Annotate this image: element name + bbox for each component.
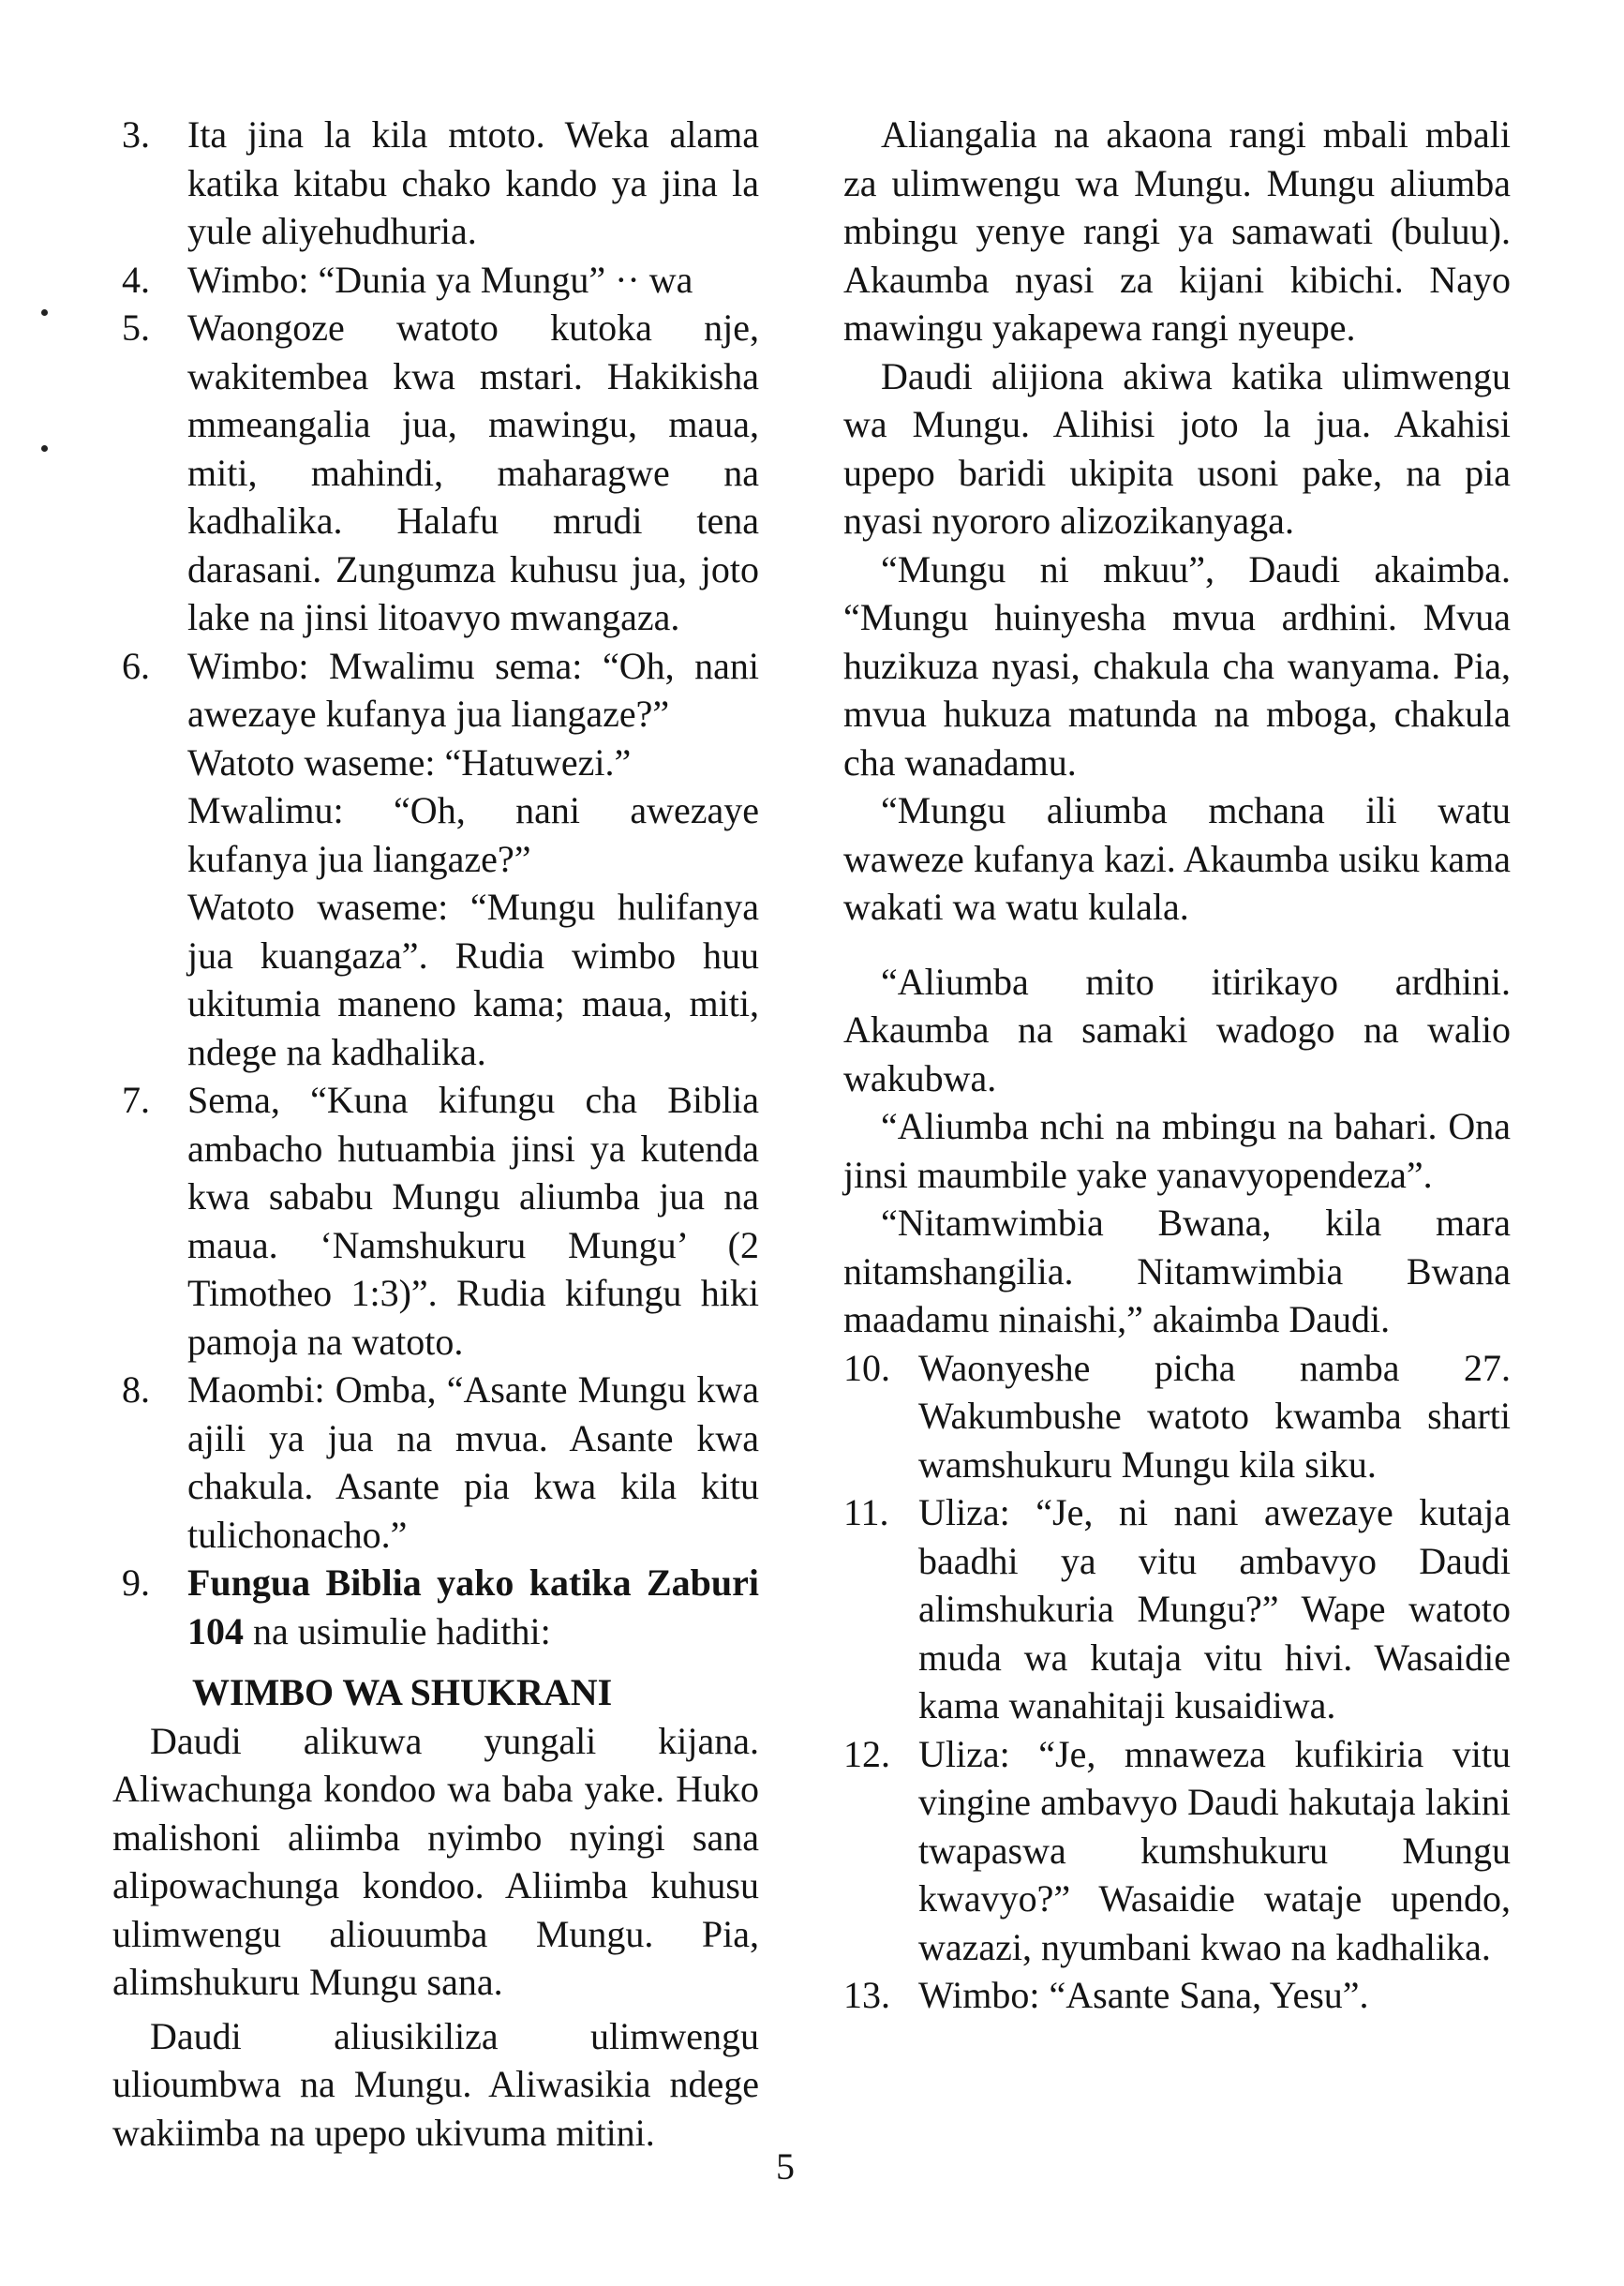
- story-paragraph: Daudi alikuwa yungali kijana. Aliwachunga kondoo wa baba yake. Huko malishoni aliimba nyimbo nyingi sana alipowachunga kondoo. Aliimba kuhusu ulimwengu aliouumba Mungu. Pia, alimshukuru Mungu sana.: [112, 1719, 759, 2003]
- list-item-7: [112, 1076, 759, 1366]
- list-item-9: [112, 1559, 759, 1655]
- item-number: 3.: [122, 113, 150, 156]
- story-paragraph: “Aliumba nchi na mbingu na bahari. Ona jinsi maumbile yake yanavyopendeza”.: [843, 1105, 1511, 1196]
- margin-mark: [41, 445, 48, 452]
- list-item-13: [843, 1971, 1511, 2020]
- song-line-teacher: Mwalimu: “Oh, nani awezaye kufanya jua liangaze?”: [187, 789, 759, 880]
- story-paragraph: “Nitamwimbia Bwana, kila mara nitamshangilia. Nitamwimbia Bwana maadamu ninaishi,” akaimba Daudi.: [843, 1202, 1511, 1340]
- item-text: Wimbo: “Dunia ya Mungu” ·· wa: [187, 258, 693, 301]
- item-text: Uliza: “Je, mnaweza kufikiria vitu vingine ambavyo Daudi hakutaja lakini twapaswa kumshukuru Mungu kwavyo?” Wasaidie wataje upendo, wazazi, nyumbani kwao na kadhalika.: [918, 1732, 1511, 1968]
- item-number: 8.: [122, 1368, 150, 1411]
- list-item-5: [112, 304, 759, 642]
- item-text: Sema, “Kuna kifungu cha Biblia ambacho hutuambia jinsi ya kutenda kwa sababu Mungu aliumba jua na maua. ‘Namshukuru Mungu’ (2 Timotheo 1:3)”. Rudia kifungu hiki pamoja na watoto.: [187, 1079, 759, 1363]
- item-text: Waonyeshe picha namba 27. Wakumbushe watoto kwamba sharti wamshukuru Mungu kila siku.: [918, 1346, 1511, 1486]
- song-line-teacher: Wimbo: Mwalimu sema: “Oh, nani awezaye kufanya jua liangaze?”: [187, 644, 759, 735]
- song-line-children: Watoto waseme: “Hatuwezi.”: [187, 740, 632, 784]
- margin-mark: [41, 309, 48, 316]
- item-text: Uliza: “Je, ni nani awezaye kutaja baadhi ya vitu ambavyo Daudi alimshukuria Mungu?” Wape watoto muda wa kutaja vitu hivi. Wasaidie kama wanahitaji kusaidiwa.: [918, 1491, 1511, 1726]
- story-paragraph: “Mungu ni mkuu”, Daudi akaimba. “Mungu huinyesha mvua ardhini. Mvua huzikuza nyasi, chakula cha wanyama. Pia, mvua hukuza matunda na mboga, chakula cha wanadamu.: [843, 547, 1511, 784]
- item-number: 4.: [122, 258, 150, 301]
- item-text: Ita jina la kila mtoto. Weka alama katika kitabu chako kando ya jina la yule aliyehudhuria.: [187, 113, 759, 252]
- list-item-11: [843, 1488, 1511, 1730]
- story-paragraph: “Mungu aliumba mchana ili watu waweze kufanya kazi. Akaumba usiku kama wakati wa watu kulala.: [843, 789, 1511, 928]
- item-number: 12.: [843, 1732, 890, 1775]
- list-item-8: [112, 1366, 759, 1559]
- item-text: Maombi: Omba, “Asante Mungu kwa ajili ya jua na mvua. Asante kwa chakula. Asante pia kwa kila kitu tulichonacho.”: [187, 1368, 759, 1556]
- item-number: 7.: [122, 1079, 150, 1121]
- item-number: 13.: [843, 1974, 890, 2016]
- list-item-6: [112, 642, 759, 1077]
- story-heading: WIMBO WA SHUKRANI: [192, 1671, 613, 1713]
- item-number: 6.: [122, 644, 150, 687]
- story-paragraph: Daudi alijiona akiwa katika ulimwengu wa Mungu. Alihisi joto la jua. Akahisi upepo baridi ukipita usoni pake, na pia nyasi nyororo alizozikanyaga.: [843, 354, 1511, 542]
- item-text: na usimulie hadithi:: [244, 1609, 551, 1652]
- list-item-4: [112, 256, 759, 305]
- list-item-12: [843, 1730, 1511, 1972]
- item-number: 10.: [843, 1346, 890, 1389]
- page-number: 5: [776, 2145, 795, 2188]
- bible-reference: Fungua Biblia yako katika Zaburi 104: [187, 1561, 759, 1652]
- item-number: 5.: [122, 306, 150, 349]
- left-column: [112, 111, 759, 2157]
- list-item-3: [112, 111, 759, 256]
- story-paragraph: “Aliumba mito itirikayo ardhini. Akaumba na samaki wadogo na walio wakubwa.: [843, 960, 1511, 1099]
- story-paragraph: Aliangalia na akaona rangi mbali mbali za ulimwengu wa Mungu. Mungu aliumba mbingu yenye rangi ya samawati (buluu). Akaumba nyasi za kijani kibichi. Nayo mawingu yakapewa rangi nyeupe.: [843, 113, 1511, 349]
- item-text: Waongoze watoto kutoka nje, wakitembea kwa mstari. Hakikisha mmeangalia jua, mawingu, maua, miti, mahindi, maharagwe na kadhalika. Halafu mrudi tena darasani. Zungumza kuhusu jua, joto lake na jinsi litoavyo mwangaza.: [187, 306, 759, 638]
- item-number: 9.: [122, 1561, 150, 1604]
- item-text: Wimbo: “Asante Sana, Yesu”.: [918, 1974, 1369, 2016]
- item-number: 11.: [843, 1491, 889, 1533]
- list-item-10: [843, 1344, 1511, 1489]
- right-column: [843, 111, 1511, 2020]
- song-line-children: Watoto waseme: “Mungu hulifanya jua kuangaza”. Rudia wimbo huu ukitumia maneno kama; maua, miti, ndege na kadhalika.: [187, 886, 759, 1073]
- story-paragraph: Daudi aliusikiliza ulimwengu ulioumbwa na Mungu. Aliwasikia ndege wakiimba na upepo ukivuma mitini.: [112, 2014, 759, 2154]
